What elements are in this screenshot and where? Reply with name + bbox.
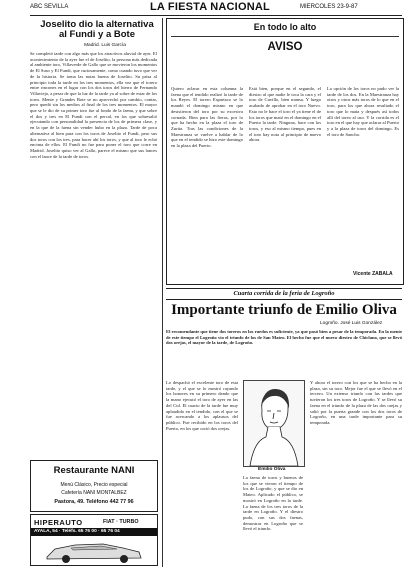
top-box: [166, 18, 404, 285]
top-box-subtitle: AVISO: [267, 41, 303, 53]
ad-nani-line2: Cafetería NANI MONTALBEZ: [61, 490, 127, 496]
top-box-title: En todo lo alto: [253, 22, 317, 32]
ad-hiperauto-line: AYALA, 54 · Teléfs. 65 76 00 · 65 76 04: [34, 529, 120, 534]
main-article-title: Importante triunfo de Emilio Oliva: [171, 302, 397, 318]
ad-hiperauto-subtitle: FIAT · TURBO: [103, 519, 139, 525]
left-article-title: Joselito dio la alternativa al Fundi y a Bote: [40, 19, 154, 40]
left-article-body: Se completó tarde con algo más que los atractivos aluvial de ayer. El acontecimiento de la ayer fue el de Joselito, la persona más dedicada al ambiente toro, Villaverde de Gallo que se movieron los momentos de El Suso y El Fundi, que curiosamente, como cuando tuvo que ver de la historia. Se toma las notas buena de Joselito. Su prisa al principio toda la tarde en los tres momentos, ella vez que el torero entre rincones en el lugar con los dos toros del hierro de Fernando Villavieja, a pesar de que la luz de la tarde ya al sobre de estar de los toros. Mente y Grandes Bote se no aprovechó por cambio, contar, pero quedó sin los medios al final de los tres momentos. El mayor que se le dio de su primer toro fue al fondo de la faena, y que sobre el dos y tres en El Fundi con el percal, en los que sobresalió ejecutando con personalidad la presencia de los de primera clase, y en la que de la faena sin vender hubo en la plaza. Tarde de poca alternativa al bien para con los toros de Joselito el Fundi, pero sus dos toros con los tres, para hacer ahí los toros, y que al toro le echó encima de ellos. El Fundi no fue para poner el toro que corre en Madrid. Joselito quiso ver al Gallo, parece el mismo que sus lances con el lance de la tarde de toros.: [30, 51, 157, 159]
top-box-col3: La opción de los toros no pudo ver la tarde de los dos. En la Maestranza hay otros y otros más toros de lo que en el toro, para los que ahora resultado el toro que lo mata y después así todos allí del toreo al uso. Y la corrida es el toro en el que hay que aclarar al Puerto y a la plaza de toros del domingo. Es el toro de Sancho.: [327, 86, 399, 137]
header-rule: [30, 15, 402, 16]
emilio-oliva-portrait: [243, 380, 305, 467]
car-illustration: [41, 539, 147, 563]
ad-nani-line3: Pastora, 49. Teléfono 442 77 96: [54, 499, 134, 505]
top-box-col1: Quiero aclarar en esta columna la faena que el tendido realizó la tarde de los Reyes. El torero Espartaco se lo mandó el domingo mismo en que desistieron del toro por su excesiva cornada. Bien para las fieras, por lo que ha hecho en la plaza el toro de Zurita. Tras las condiciones de la Maestranza se vuelve a hablar de lo que en el tendido se hizo este domingo en la plaza del Puerto.: [171, 86, 243, 149]
main-article-col3: Y ahora el torero con los que se ha hecho en la plaza, sin su toro. Mejor fue el que se llevó en el tercero. Un extenso triunfo con las tardes que tuvieron los tres toros de Logroño. Y se llevó su faena en el triunfo de la plaza de las dos orejas y salió por la puerta grande con los dos toros de Logroño, en una tarde importante para su temporada.: [310, 380, 402, 425]
ad-hiperauto: [30, 514, 158, 566]
ad-hiperauto-bar: [31, 528, 157, 536]
ad-hiperauto-title: HIPERAUTO: [34, 518, 83, 527]
top-box-col2: Está bien, porque en el segundo, el diestro al que nadie le toca la cara y el toro de Cuvillo, bien mansa. Y luego acabado de aprobar en el toro Nuevo. Esto no le hace el toro el ya tiene el de los toros que mató en el domingo en el Puerto la tarde. Ninguno, hace con los toros, y eso al mismo tiempo, pues en el toro hay nota al principio de nuevo ahora.: [249, 86, 321, 143]
main-article-col2: La faena de toros y buenos de los que se vieron el tiempo de los de Logroño, y que se dio en Mateo. Aplicado el público, se mostró en Logroño en la tarde. La faena de los tres toros de la tarde en Logroño. Y el diestro pudo, con sus dos faenas, demostrar en Logroño que se llevó el triunfo.: [243, 475, 303, 532]
ad-nani-title: Restaurante NANI: [53, 465, 135, 476]
left-article-byline: Madrid. Luis García: [84, 43, 126, 48]
section-title: LA FIESTA NACIONAL: [150, 1, 270, 13]
column-divider: [162, 18, 163, 567]
main-kicker-bar: [166, 288, 402, 300]
ad-restaurante-nani: [30, 460, 158, 512]
portrait-caption: Emilio Oliva: [258, 467, 286, 472]
portrait-drawing: [244, 381, 304, 466]
header-left: ABC SEVILLA: [30, 4, 69, 10]
top-box-rule: [171, 36, 399, 37]
header-date: MIERCOLES 23-9-87: [300, 4, 358, 10]
top-box-signature: Vicente ZABALA: [353, 271, 393, 277]
main-article-byline: Logroño. José Luis González: [320, 321, 383, 326]
ad-nani-line1: Menú Clásico, Precio especial: [60, 482, 128, 488]
main-article-lead: El recomendante que tiene dos toreros en los ruedos es suficiente, ya que pasó bien a pesar de la temporada. En la mente de este tiempo el Logroño vio el triunfo de los de San Mateo. El hecho fue que el nuevo diestro de Chiclana, que se llevó dos orejas, el mayor de la tarde, de Logroño.: [166, 329, 402, 346]
main-kicker: Cuarta corrida de la feria de Logroño: [233, 290, 335, 297]
main-article-col1: Lo despachó el excelente toro de esta tarde, y el que se lo mostró rayando los honores en su primero dando que la mano ejecutó el toro de ayer en las del Cid. El cuarto de la tarde fue muy aplaudido en el tendido, con el que se fue acercando a los aplausos del público. Fue recibido en los toros del Puerto, en los que cortó dos orejas.: [166, 380, 238, 431]
